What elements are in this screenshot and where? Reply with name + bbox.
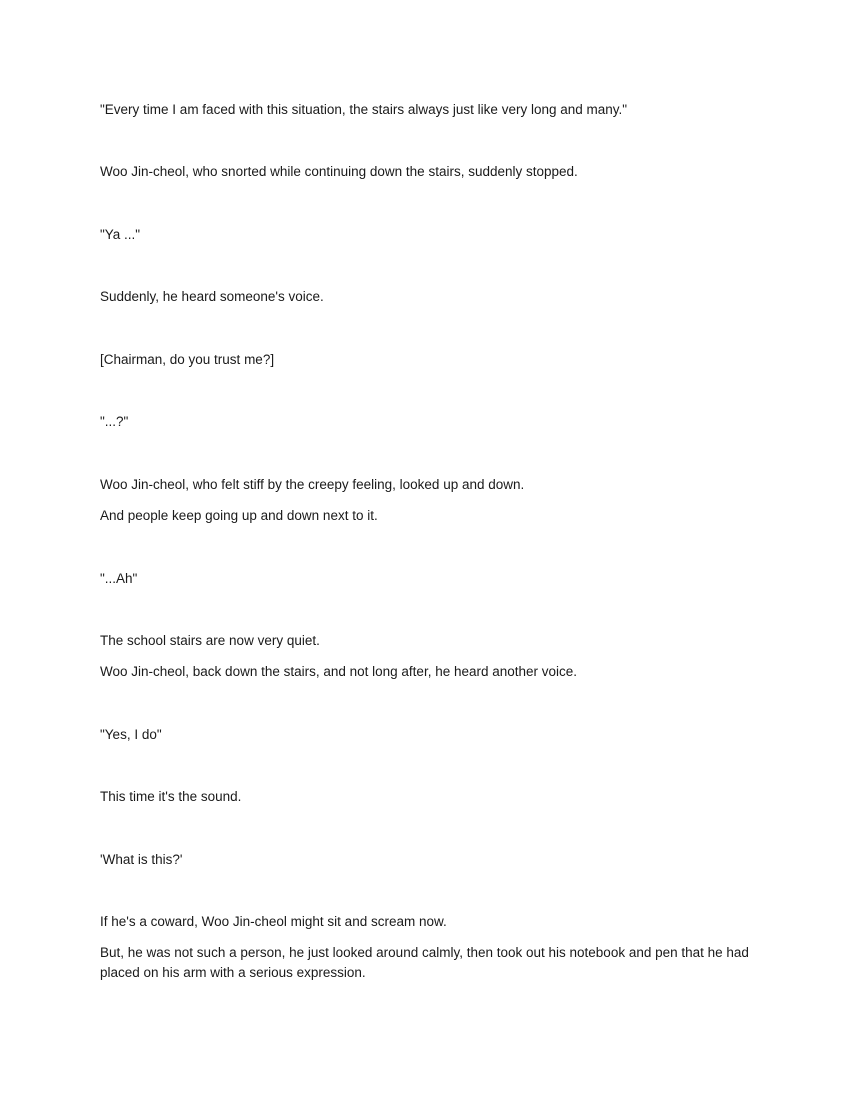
paragraph: Woo Jin-cheol, back down the stairs, and not long after, he heard another voice. [100, 664, 578, 679]
paragraph: [Chairman, do you trust me?] [100, 352, 275, 367]
paragraph: Woo Jin-cheol, who felt stiff by the creepy feeling, looked up and down. [100, 477, 525, 492]
paragraph: "...Ah" [100, 571, 138, 586]
paragraph: 'What is this?' [100, 852, 183, 867]
paragraph: Suddenly, he heard someone's voice. [100, 289, 324, 304]
paragraph: And people keep going up and down next to it. [100, 508, 378, 523]
paragraph: The school stairs are now very quiet. [100, 633, 320, 648]
paragraph: If he's a coward, Woo Jin-cheol might sit and scream now. [100, 914, 447, 929]
paragraph: Woo Jin-cheol, who snorted while continuing down the stairs, suddenly stopped. [100, 164, 578, 179]
paragraph: "Yes, I do" [100, 727, 162, 742]
paragraph: "Every time I am faced with this situation, the stairs always just like very long and many." [100, 102, 628, 117]
paragraph: But, he was not such a person, he just looked around calmly, then took out his notebook and pen that he had placed on his arm with a serious expression. [100, 945, 749, 980]
paragraph: This time it's the sound. [100, 789, 242, 804]
paragraph: "Ya ..." [100, 227, 141, 242]
paragraph: "...?" [100, 414, 129, 429]
